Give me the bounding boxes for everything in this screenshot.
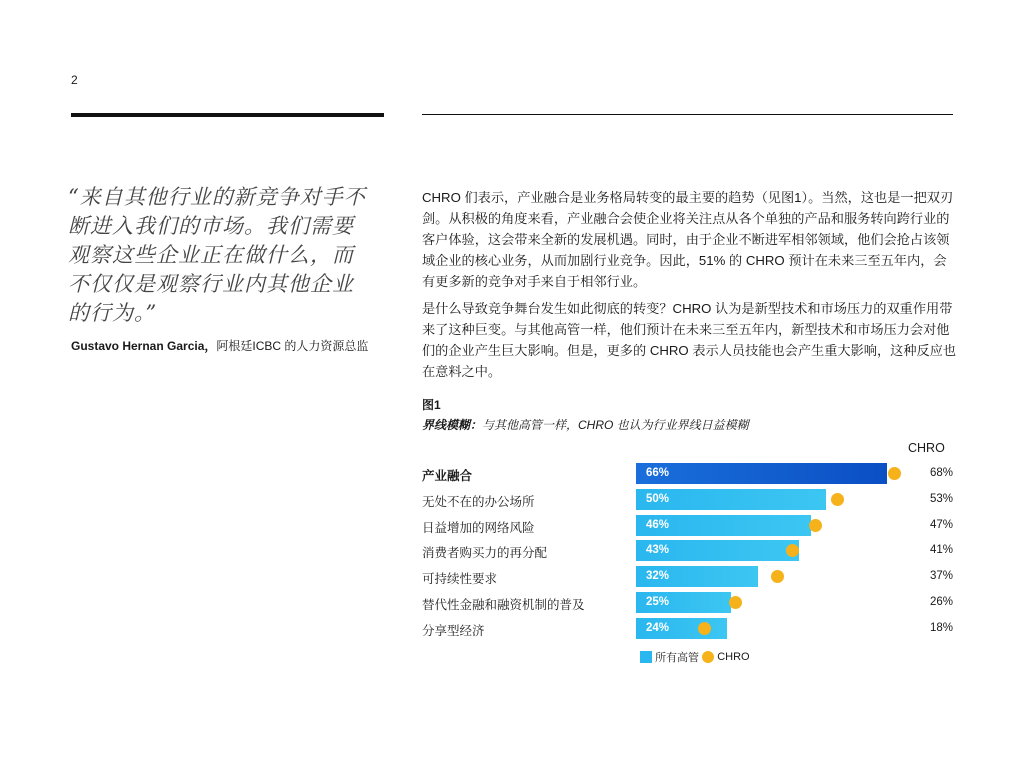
all-execs-value: 66% xyxy=(646,467,670,479)
attribution-title: 阿根廷ICBC 的人力资源总监 xyxy=(216,339,369,353)
all-execs-value: 50% xyxy=(646,492,670,505)
chro-value: 47% xyxy=(930,518,954,531)
attribution-name: Gustavo Hernan Garcia， xyxy=(71,339,217,353)
chro-dot xyxy=(809,519,822,532)
legend-bar-swatch xyxy=(640,651,652,663)
chart-row xyxy=(422,618,957,640)
chart-row xyxy=(422,592,957,614)
chro-value: 18% xyxy=(930,621,954,634)
figure-caption xyxy=(422,416,749,433)
chro-value: 37% xyxy=(930,570,954,583)
pull-quote: “来自其他行业的新竞争对手不断进入我们的市场。我们需要观察这些企业正在做什么，而不仅仅是观察行业内其他企业的行为。” xyxy=(68,185,366,325)
body-paragraph-1: CHRO 们表示，产业融合是业务格局转变的最主要的趋势（见图1）。当然，这也是一把双刃剑。从积极的角度来看，产业融合会使企业将关注点从各个单独的产品和服务转向跨行业的客户体验，这会带来全新的发展机遇。同时，由于企业不断进军相邻领域，他们会抢占该领域企业的核心业务，从而加剧行业竞争。因此，51% 的 CHRO 预计在未来三至五年内，会有更多新的竞争对手来自于相邻行业。 xyxy=(422,190,954,289)
right-divider xyxy=(422,114,953,115)
chro-value: 41% xyxy=(930,544,954,557)
legend-dot-swatch xyxy=(702,651,714,663)
chro-dot xyxy=(888,467,901,480)
chro-value: 26% xyxy=(930,596,954,608)
left-divider xyxy=(71,113,384,117)
chart-row xyxy=(422,515,957,537)
page-number: 2 xyxy=(71,73,78,87)
all-execs-value: 43% xyxy=(646,544,670,557)
category-label: 日益增加的网络风险 xyxy=(422,520,535,535)
legend-dot-label: CHRO xyxy=(717,651,750,663)
chro-dot xyxy=(771,570,784,583)
category-label: 产业融合 xyxy=(422,469,473,483)
chart-legend xyxy=(640,649,750,665)
chart-row xyxy=(422,566,957,588)
all-execs-value: 32% xyxy=(646,570,670,583)
category-label: 分享型经济 xyxy=(422,623,485,638)
chro-dot xyxy=(729,596,742,609)
category-label: 替代性金融和融资机制的普及 xyxy=(422,598,585,612)
body-paragraph-2: 是什么导致竞争舞台发生如此彻底的转变？CHRO 认为是新型技术和市场压力的双重作用带来了这种巨变。与其他高管一样，他们预计在未来三至五年内，新型技术和市场压力会对他们的企业产生巨大影响。但是，更多的 CHRO 表示人员技能也会产生重大影响，这种反应也在意料之中。 xyxy=(422,301,957,379)
chro-value: 53% xyxy=(930,492,954,505)
quote-attribution xyxy=(71,338,371,355)
chart-row xyxy=(422,540,957,562)
figure-caption-lead: 界线模糊： xyxy=(422,418,483,432)
chro-column-header: CHRO xyxy=(908,441,945,455)
legend-bar-label: 所有高管 xyxy=(655,652,700,664)
all-execs-value: 25% xyxy=(646,596,670,608)
figure-caption-text: 与其他高管一样，CHRO 也认为行业界线日益模糊 xyxy=(482,418,749,432)
all-execs-value: 24% xyxy=(646,621,670,634)
chro-dot xyxy=(831,493,844,506)
all-execs-value: 46% xyxy=(646,518,670,531)
chart-row xyxy=(422,463,957,485)
category-label: 无处不在的办公场所 xyxy=(422,494,535,509)
chart-row xyxy=(422,489,957,511)
category-label: 消费者购买力的再分配 xyxy=(422,546,548,561)
figure-label: 图1 xyxy=(422,398,441,412)
chro-value: 68% xyxy=(930,467,954,479)
category-label: 可持续性要求 xyxy=(422,572,498,587)
all-execs-bar xyxy=(636,463,887,484)
